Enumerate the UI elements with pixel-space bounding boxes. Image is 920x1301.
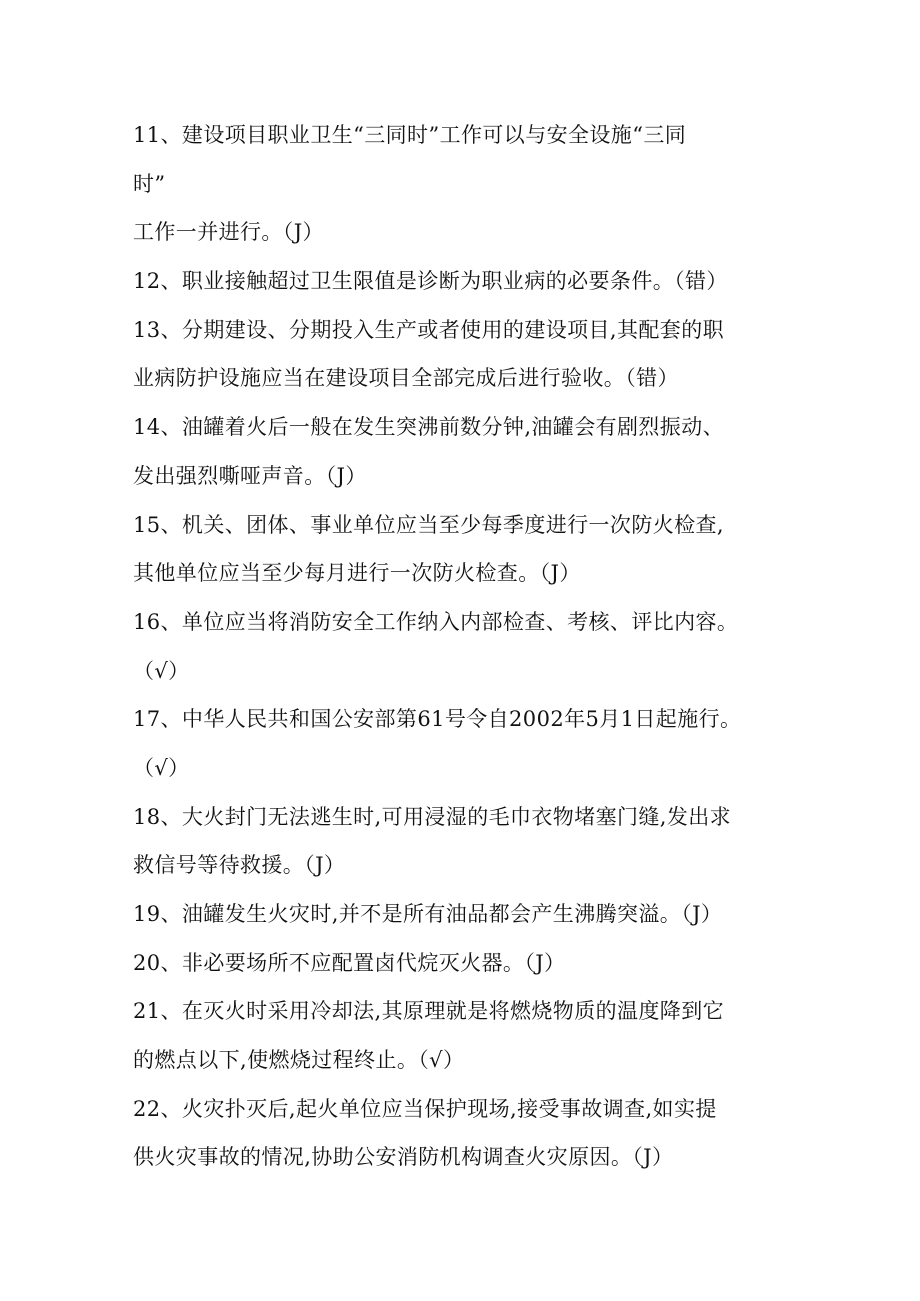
text-line: 业病防护设施应当在建设项目全部完成后进行验收。（错）	[133, 366, 679, 391]
text-line: 13、分期建设、分期投入生产或者使用的建设项目,其配套的职	[133, 317, 724, 342]
text-line: 17、中华人民共和国公安部第61号令自2002年5月1日起施行。	[133, 707, 742, 732]
text-line: 20、非必要场所不应配置卤代烷灭火器。（J）	[133, 950, 566, 975]
text-line: 11、建设项目职业卫生“三同时”工作可以与安全设施“三同	[133, 123, 687, 147]
text-line: （√）	[133, 658, 190, 683]
text-line: （√）	[133, 755, 190, 780]
text-line: 时”	[133, 171, 166, 196]
text-line: 的燃点以下,使燃烧过程终止。（√）	[133, 1048, 465, 1073]
text-line: 22、火灾扑灭后,起火单位应当保护现场,接受事故调查,如实提	[133, 1096, 717, 1121]
text-line: 16、单位应当将消防安全工作纳入内部检查、考核、评比内容。	[133, 609, 739, 634]
text-line: 12、职业接触超过卫生限值是诊断为职业病的必要条件。（错）	[133, 269, 728, 294]
text-line: 15、机关、团体、事业单位应当至少每季度进行一次防火检查,	[133, 512, 724, 537]
document-body	[133, 111, 803, 1182]
text-line: 14、油罐着火后一般在发生突沸前数分钟,油罐会有剧烈振动、	[133, 415, 724, 440]
text-line: 救信号等待救援。（J）	[133, 853, 346, 878]
text-line: 其他单位应当至少每月进行一次防火检查。（J）	[133, 561, 581, 586]
text-line: 工作一并进行。（J）	[133, 220, 324, 245]
text-line: 18、大火封门无法逃生时,可用浸湿的毛巾衣物堵塞门缝,发出求	[133, 804, 732, 829]
text-line: 21、在灭火时采用冷却法,其原理就是将燃烧物质的温度降到它	[133, 999, 724, 1024]
text-line: 19、油罐发生火灾时,并不是所有油品都会产生沸腾突溢。（J）	[133, 902, 723, 926]
text-line: 发出强烈嘶哑声音。（J）	[133, 463, 367, 488]
text-line: 供火灾事故的情况,协助公安消防机构调查火灾原因。（J）	[133, 1145, 674, 1170]
